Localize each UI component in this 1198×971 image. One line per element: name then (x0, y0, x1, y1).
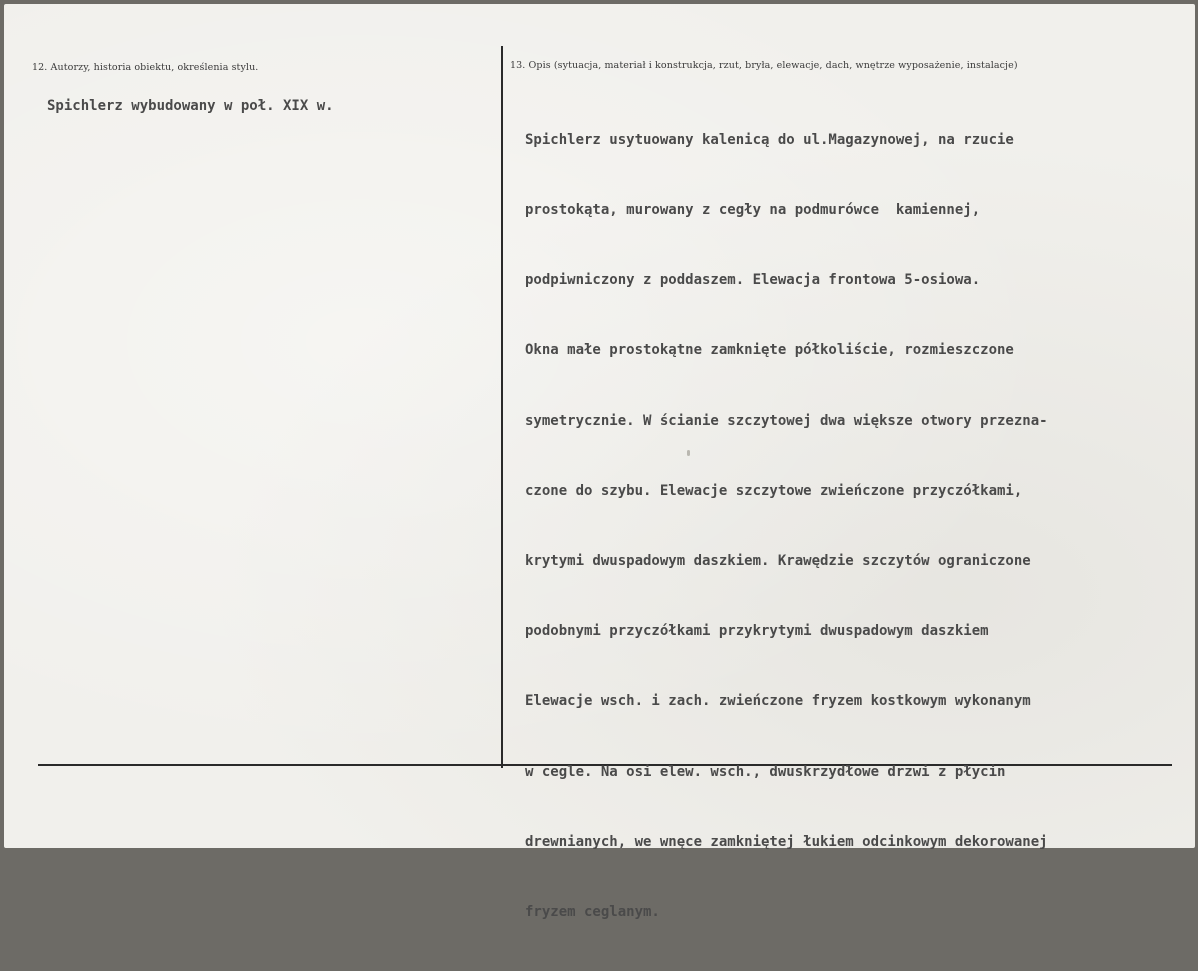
description-line: w cegle. Na osi elew. wsch., dwuskrzydłowe drzwi z płycin (525, 763, 1006, 780)
section-12-label: 12. Autorzy, historia obiektu, określenia stylu. (32, 62, 259, 73)
section-13-label: 13. Opis (sytuacja, materiał i konstrukcja, rzut, bryła, elewacje, dach, wnętrze wyposażenie, instalacje) (510, 60, 1018, 71)
description-line: czone do szybu. Elewacje szczytowe zwieńczone przyczółkami, (525, 482, 1023, 499)
description-line: podpiwniczony z poddaszem. Elewacja frontowa 5-osiowa. (525, 272, 981, 289)
description-line: symetrycznie. W ścianie szczytowej dwa większe otwory przezna- (525, 412, 1048, 429)
description-line: prostokąta, murowany z cegły na podmurówce kamiennej, (525, 202, 981, 219)
paper-mark (687, 450, 690, 456)
column-divider (501, 46, 503, 768)
description-line: krytymi dwuspadowym daszkiem. Krawędzie szczytów ograniczone (525, 553, 1031, 570)
description-line: drewnianych, we wnęce zamkniętej łukiem odcinkowym dekorowanej (525, 833, 1048, 850)
description-line: Okna małe prostokątne zamknięte półkoliście, rozmieszczone (525, 342, 1014, 359)
description-line: Spichlerz usytuowany kalenicą do ul.Magazynowej, na rzucie (525, 131, 1014, 148)
record-card (4, 4, 1195, 921)
description-line: Elewacje wsch. i zach. zwieńczone fryzem kostkowym wykonanym (525, 693, 1031, 710)
section-12-text: Spichlerz wybudowany w poł. XIX w. (47, 98, 334, 114)
description-line: podobnymi przyczółkami przykrytymi dwuspadowym daszkiem (525, 623, 989, 640)
section-13-text (525, 82, 1048, 971)
description-line: fryzem ceglanym. (525, 904, 660, 921)
